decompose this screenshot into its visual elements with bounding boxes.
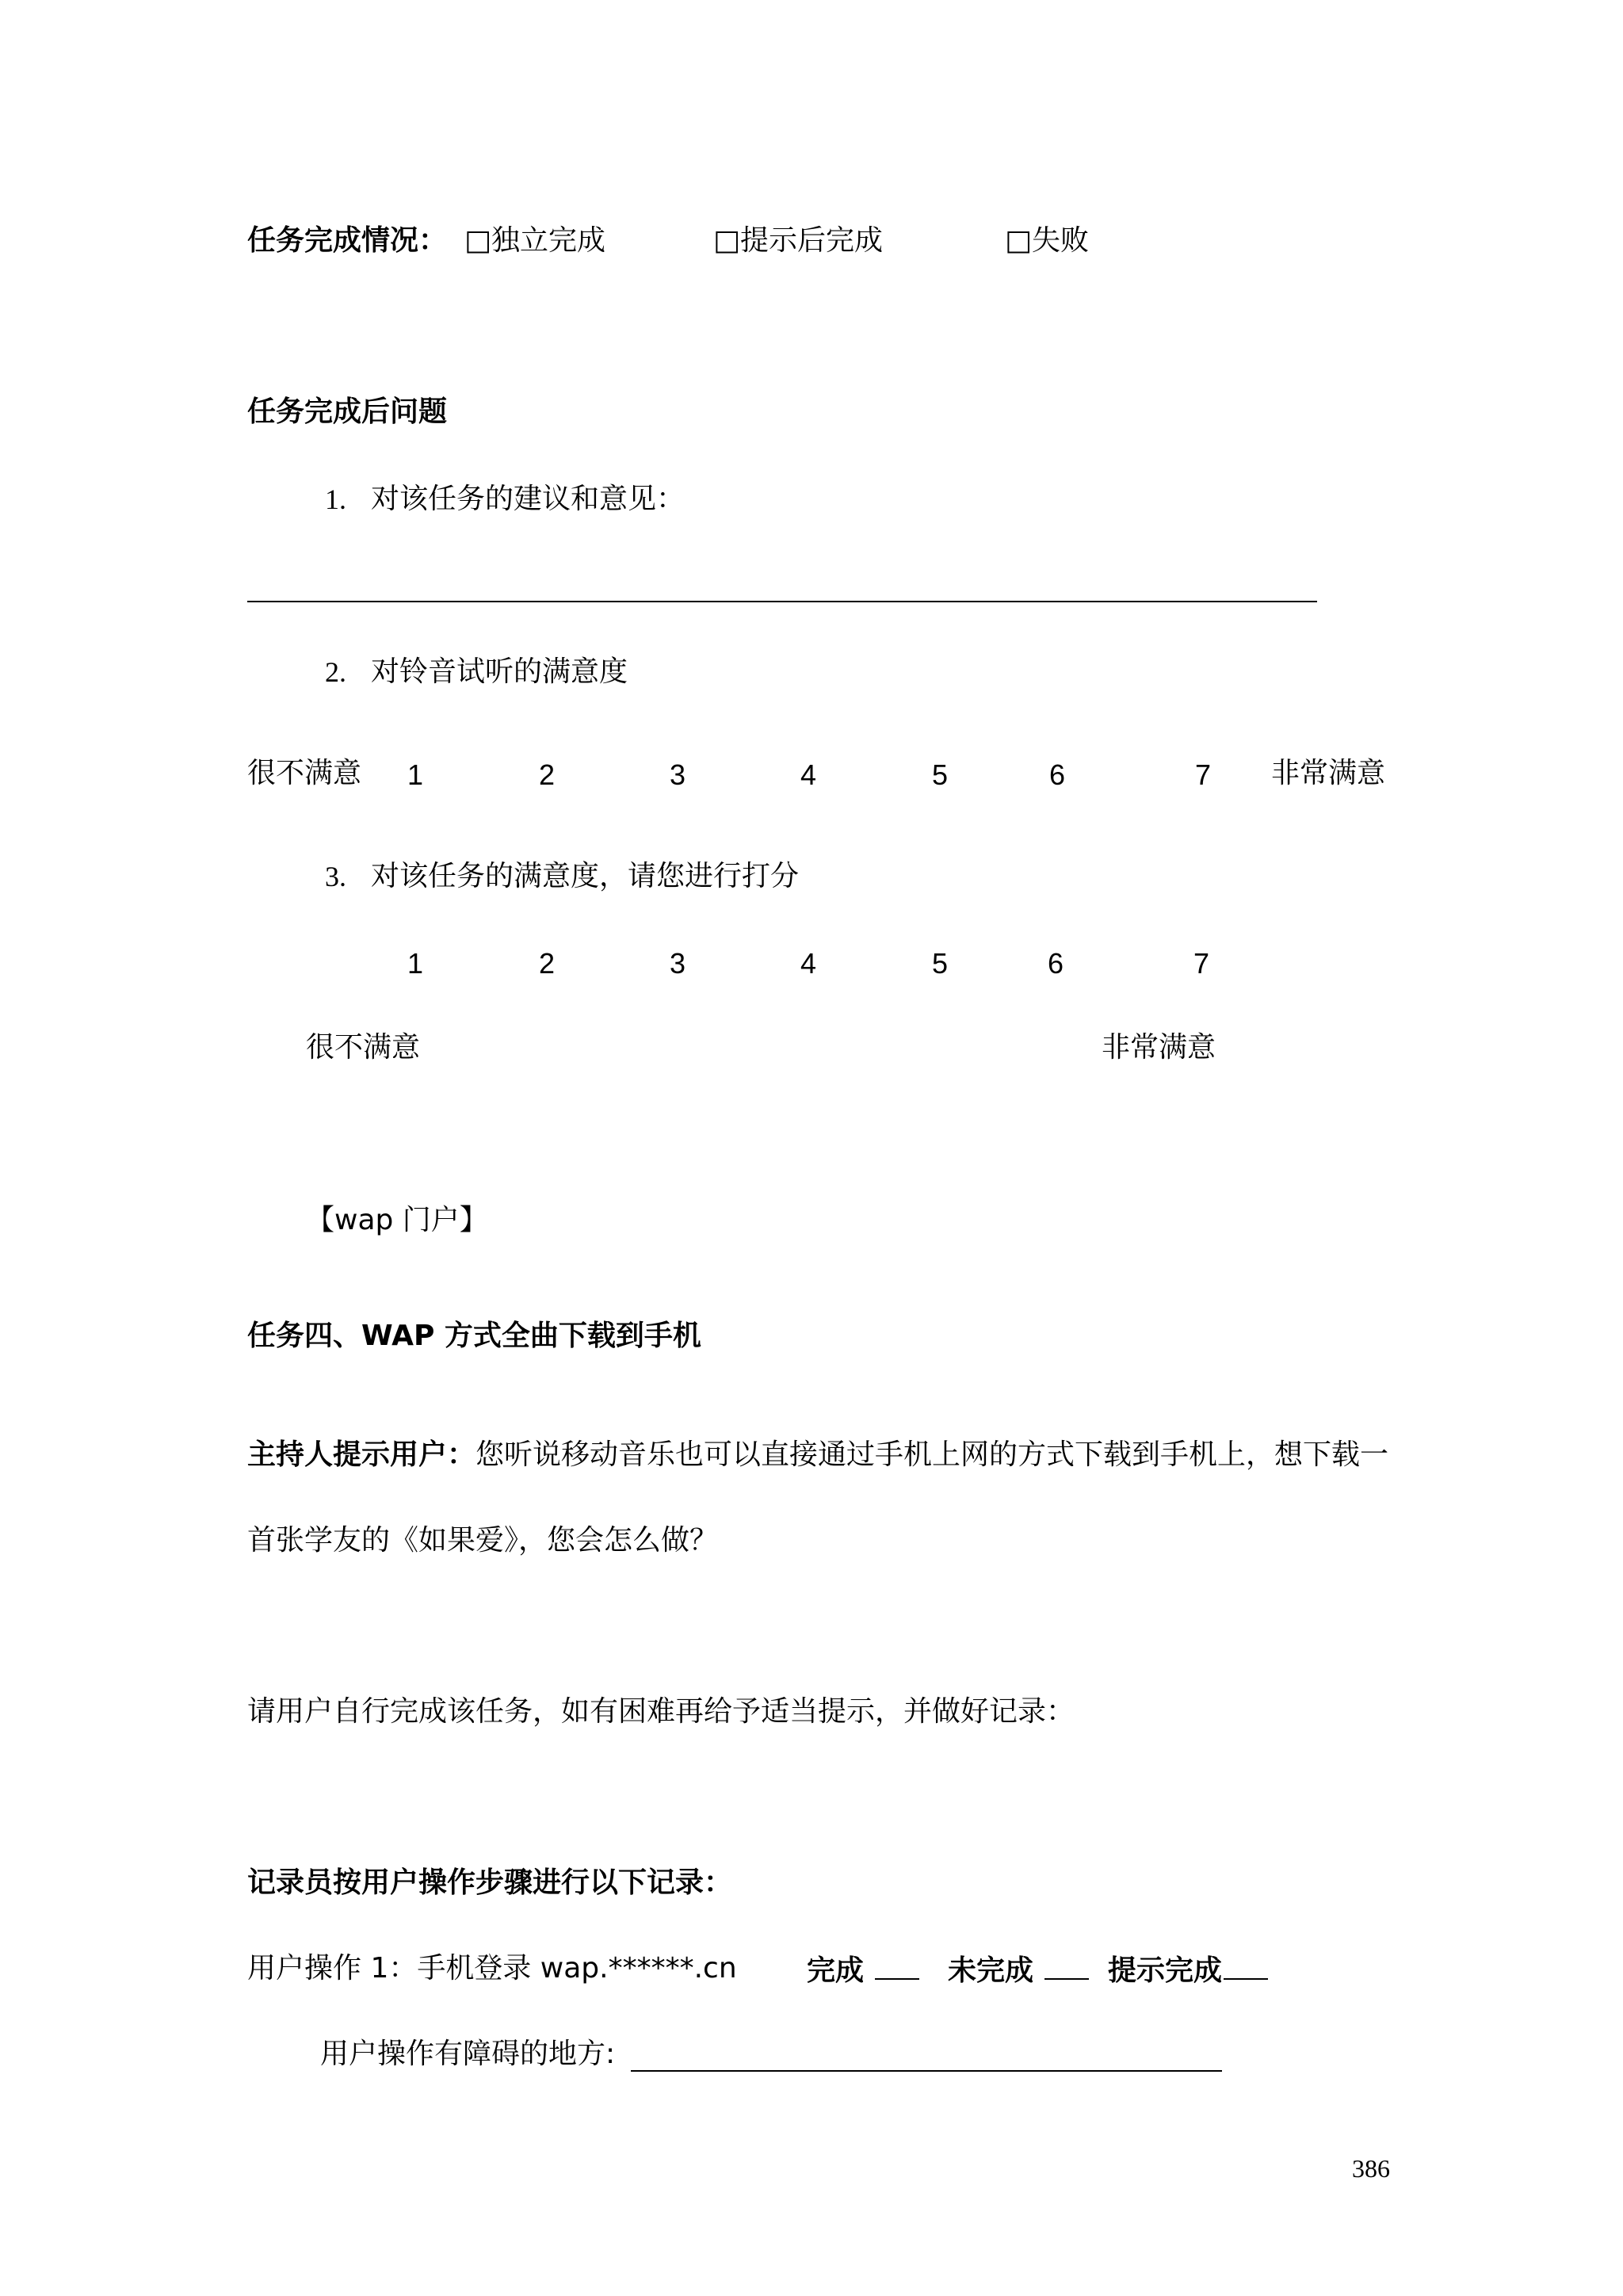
q3-text: 对该任务的满意度，请您进行打分 bbox=[371, 860, 800, 892]
status-option-with-hint[interactable]: □提示后完成 bbox=[713, 224, 884, 257]
status-option-independent[interactable]: □独立完成 bbox=[464, 224, 606, 257]
obstacle-label: 用户操作有障碍的地方: bbox=[320, 2038, 616, 2070]
host-text-line2: 首张学友的《如果爱》，您会怎么做？ bbox=[247, 1524, 719, 1557]
q2-number: 2. bbox=[325, 656, 346, 688]
q3-scale-4[interactable]: 4 bbox=[800, 947, 817, 980]
instruction-text: 请用户自行完成该任务，如有困难再给予适当提示，并做好记录： bbox=[247, 1695, 1075, 1728]
step1-hint-done-label: 提示完成 bbox=[1108, 1954, 1223, 1987]
step1-hint-done-option[interactable] bbox=[1108, 1954, 1268, 1985]
q3-scale-3[interactable]: 3 bbox=[670, 947, 686, 980]
status-option-failed[interactable]: □失败 bbox=[1005, 224, 1090, 257]
q3-low-label: 很不满意 bbox=[306, 1031, 421, 1064]
q2-high-label: 非常满意 bbox=[1271, 757, 1386, 789]
q1-number: 1. bbox=[325, 483, 346, 515]
q2-low-label: 很不满意 bbox=[247, 757, 362, 789]
recorder-heading: 记录员按用户操作步骤进行以下记录： bbox=[247, 1866, 733, 1899]
q3-scale-6[interactable]: 6 bbox=[1048, 947, 1064, 980]
host-prompt-line1 bbox=[247, 1438, 1389, 1471]
q2-scale-7[interactable]: 7 bbox=[1195, 758, 1212, 791]
q3-high-label: 非常满意 bbox=[1102, 1031, 1216, 1064]
q3-number: 3. bbox=[325, 861, 346, 892]
q2-scale-3[interactable]: 3 bbox=[670, 758, 686, 791]
q3-scale-5[interactable]: 5 bbox=[932, 947, 949, 980]
q3-scale-1[interactable]: 1 bbox=[407, 947, 424, 980]
q2-scale-6[interactable]: 6 bbox=[1049, 758, 1066, 791]
step1-not-done-option[interactable] bbox=[948, 1954, 1089, 1985]
step1-done-label: 完成 bbox=[807, 1954, 865, 1987]
page-number: 386 bbox=[1352, 2154, 1390, 2183]
task4-title: 任务四、WAP 方式全曲下载到手机 bbox=[247, 1320, 701, 1352]
step1-text: 用户操作 1：手机登录 wap.******.cn bbox=[247, 1952, 737, 1985]
q1-text: 对该任务的建议和意见： bbox=[371, 483, 685, 515]
q2-scale-2[interactable]: 2 bbox=[539, 758, 556, 791]
step1-not-done-label: 未完成 bbox=[948, 1954, 1034, 1987]
q3-scale-7[interactable]: 7 bbox=[1193, 947, 1210, 980]
step1-done-option[interactable] bbox=[807, 1954, 919, 1985]
q1-answer-line[interactable] bbox=[247, 601, 1317, 602]
step1-done-blank[interactable] bbox=[875, 1954, 919, 1980]
step1-not-done-blank[interactable] bbox=[1044, 1954, 1089, 1980]
section-tag: 【wap 门户】 bbox=[306, 1204, 488, 1236]
post-task-heading: 任务完成后问题 bbox=[247, 395, 448, 428]
step1-hint-done-blank[interactable] bbox=[1224, 1954, 1268, 1980]
host-text-line1: 您听说移动音乐也可以直接通过手机上网的方式下载到手机上，想下载一 bbox=[475, 1438, 1389, 1471]
status-label: 任务完成情况： bbox=[247, 224, 448, 257]
host-label: 主持人提示用户： bbox=[247, 1438, 476, 1471]
q3-scale-2[interactable]: 2 bbox=[539, 947, 556, 980]
q2-scale-5[interactable]: 5 bbox=[932, 758, 949, 791]
q2-text: 对铃音试听的满意度 bbox=[371, 655, 628, 688]
q2-scale-4[interactable]: 4 bbox=[800, 758, 817, 791]
obstacle-answer-line[interactable] bbox=[631, 2070, 1222, 2072]
q2-scale-1[interactable]: 1 bbox=[407, 758, 424, 791]
